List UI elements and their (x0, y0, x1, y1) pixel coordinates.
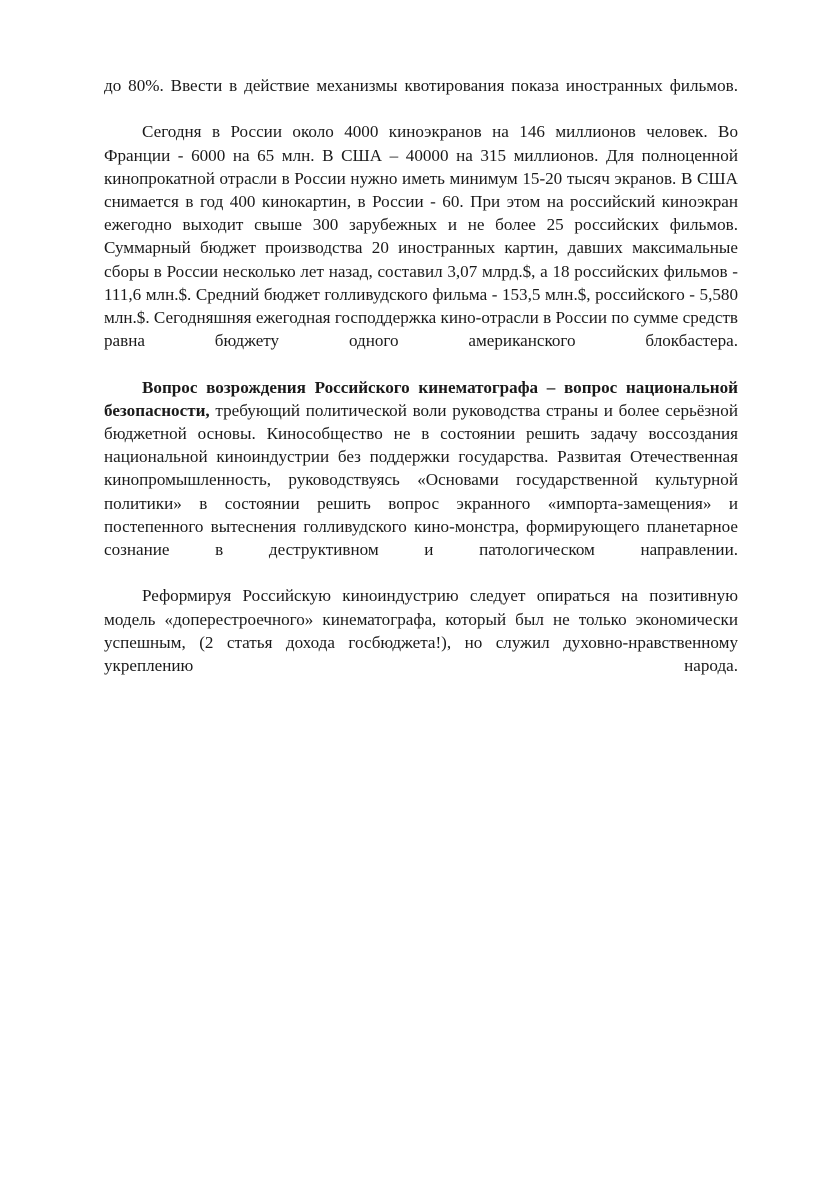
paragraph-3 (104, 376, 738, 585)
text-column (104, 74, 738, 700)
paragraph-1: до 80%. Ввести в действие механизмы квотирования показа иностранных фильмов. (104, 76, 738, 95)
paragraph-2: Сегодня в России около 4000 киноэкранов на 146 миллионов человек. Во Франции - 6000 на 65 млн. В США – 40000 на 315 миллионов. Для полноценной кинопрокатной отрасли в России нужно иметь минимум 15-20 тысяч экранов. В США снимается в год 400 кинокартин, в России - 60. При этом на российский киноэкран ежегодно выходит свыше 300 зарубежных и не более 25 российских фильмов. Суммарный бюджет производства 20 иностранных картин, давших максимальные сборы в России несколько лет назад, составил 3,07 млрд.$, а 18 российских фильмов - 111,6 млн.$. Средний бюджет голливудского фильма - 153,5 млн.$, российского - 5,580 млн.$. Сегодняшняя ежегодная господдержка кино-отрасли в России по сумме средств равна бюджету одного американского блокбастера. (104, 122, 738, 351)
paragraph-4: Реформируя Российскую киноиндустрию следует опираться на позитивную модель «доперестроечного» кинематографа, который был не только экономически успешным, (2 статья дохода госбюджета!), но служил духовно-нравственному укреплению народа. (104, 586, 738, 676)
paragraph-3-bold-lead: Вопрос возрождения Российского кинематографа – вопрос национальной безопасности, (104, 377, 738, 420)
paragraph-3-body: требующий политической воли руководства страны и более серьёзной бюджетной основы. Кинособщество не в состоянии решить задачу воссоздания национальной киноиндустрии без поддержки государства. Развитая Отечественная кинопромышленность, руководствуясь «Основами государственной культурной политики» в состоянии решить вопрос экранного «импорта-замещения» и постепенного вытеснения голливудского кино-монстра, формирующего планетарное сознание в деструктивном и патологическом направлении. (104, 400, 738, 560)
